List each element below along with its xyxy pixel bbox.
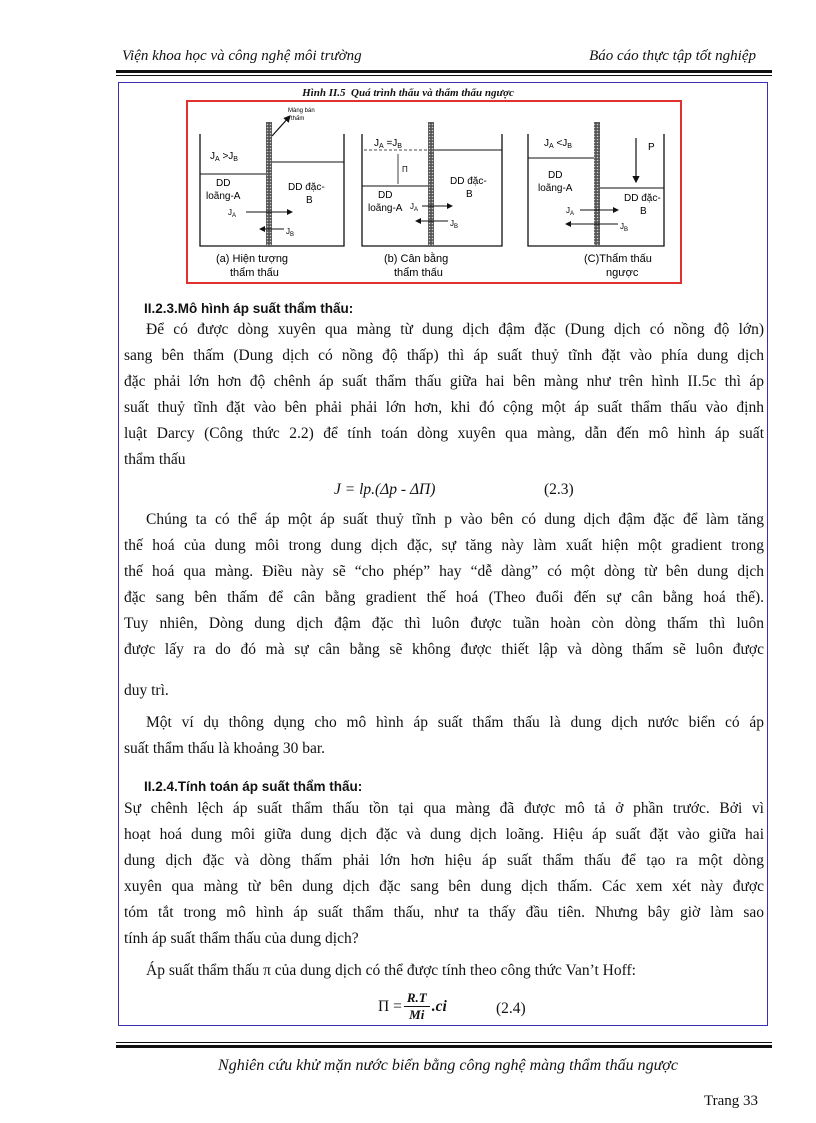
page-number: Trang 33 xyxy=(703,1093,758,1109)
panel-c-jb-label: $J_B$ xyxy=(620,222,629,233)
membrane-a xyxy=(266,122,272,246)
text-line: tính áp suất thẩm thấu của dung dịch? xyxy=(124,930,359,947)
text-line: đặc sang bên thấm để cân bằng gradient thế hoá (Theo đuổi đến sự cân bằng hoá thế). xyxy=(124,589,764,606)
formula-2-3: J = lp.(Δp - ΔΠ) xyxy=(334,481,436,498)
section-heading-osmotic-calc: II.2.4.Tính toán áp suất thẩm thấu: xyxy=(144,779,363,794)
formula-2-4-number: (2.4) xyxy=(496,1000,526,1017)
membrane-c xyxy=(594,122,600,246)
section-1-paragraph-3 xyxy=(124,710,764,762)
text-line: tóm tắt trong mô hình áp suất thẩm thấu, như ta thấy đầu tiên. Nhưng bây giờ làm sao xyxy=(124,904,764,921)
text-line: thẩm thấu xyxy=(124,451,186,468)
text-line: suất thẩm thấu là khoảng 30 bar. xyxy=(124,740,326,757)
panel-a-caption-2: thẩm thấu xyxy=(230,267,279,279)
formula-2-4-fraction xyxy=(404,990,430,1023)
text-line: Để có được dòng xuyên qua màng từ dung dịch đậm đặc (Dung dịch có nồng độ lớn) xyxy=(146,321,764,338)
panel-c-dilute-2: loãng-A xyxy=(538,183,573,194)
panel-a-dilute-2: loãng-A xyxy=(206,191,241,202)
text-line: xuyên qua màng từ bên dung dịch đặc sang bên dung dịch thấm. Các xem xét này được xyxy=(124,878,764,895)
membrane-label-2: thấm xyxy=(291,116,305,122)
panel-b-dilute-2: loãng-A xyxy=(368,203,403,214)
formula-2-4 xyxy=(378,990,447,1023)
panel-a-conc-1: DD đặc- xyxy=(288,182,325,193)
figure-caption xyxy=(0,87,816,99)
formula-2-3-number: (2.3) xyxy=(544,481,574,498)
panel-c-conc-1: DD đặc- xyxy=(624,193,661,204)
panel-b-conc-2: B xyxy=(466,189,473,200)
header-report-title: Báo cáo thực tập tốt nghiệp xyxy=(589,48,756,64)
membrane-b xyxy=(428,122,434,246)
panel-c-ja-label: $J_A$ xyxy=(566,206,575,217)
figure-caption-label: Hình II.5 xyxy=(302,87,346,99)
text-line: duy trì. xyxy=(124,682,169,699)
panel-b-jb-label: $J_B$ xyxy=(450,219,459,230)
panel-c-flux-relation: $J_A <J_B$ xyxy=(544,138,572,150)
header-rule-thick xyxy=(116,70,772,73)
panel-a-ja-label: $J_A$ xyxy=(228,208,237,219)
text-line: suất thuỷ tĩnh đặt vào bên phải phải lớn hơn, khi đó cộng một áp suất thẩm thấu vào định xyxy=(124,399,764,416)
panel-a-jb-label: $J_B$ xyxy=(286,227,295,238)
osmosis-diagram xyxy=(188,102,680,282)
panel-a-dilute-1: DD xyxy=(216,178,231,189)
footer-rule-thick xyxy=(116,1045,772,1048)
panel-b-flux-relation: $J_A =J_B$ xyxy=(374,138,402,150)
text-line: Tuy nhiên, Dòng dung dịch đậm đặc thì luôn được tuần hoàn còn dòng thấm thì luôn xyxy=(124,615,764,632)
header-rule-thin xyxy=(116,75,772,76)
footer-rule-thin xyxy=(116,1042,772,1043)
section-2-paragraph-2 xyxy=(124,958,764,984)
section-1-paragraph-2-tail xyxy=(124,678,764,704)
panel-b-caption-2: thẩm thấu xyxy=(394,267,443,279)
osmosis-figure xyxy=(186,100,682,284)
section-2-paragraph-1 xyxy=(124,796,764,952)
panel-c-caption-1: (C)Thẩm thấu xyxy=(584,253,652,265)
panel-a-flux-relation: $J_A >J_B$ xyxy=(210,151,238,163)
panel-b-conc-1: DD đặc- xyxy=(450,176,487,187)
section-heading-osmotic-model: II.2.3.Mô hình áp suất thẩm thấu: xyxy=(144,301,354,316)
panel-equilibrium xyxy=(362,122,502,279)
panel-c-conc-2: B xyxy=(640,206,647,217)
text-line: Chúng ta có thể áp một áp suất thuỷ tĩnh p vào bên có dung dịch đậm đặc để làm tăng xyxy=(146,511,764,528)
membrane-label-1: Màng bán xyxy=(288,108,315,114)
text-line: Sự chênh lệch áp suất thẩm thấu tồn tại qua màng đã được mô tả ở phần trước. Bởi vì xyxy=(124,800,764,817)
panel-b-ja-label: $J_A$ xyxy=(410,202,419,213)
panel-osmosis xyxy=(200,108,344,279)
formula-2-4-denominator: Mi xyxy=(409,1007,425,1022)
text-line: thế hoá của dung môi trong dung dịch đặc, sự tăng này làm xuất hiện một gradient trong xyxy=(124,537,764,554)
text-line: đặc phải lớn hơn độ chênh áp suất thẩm thấu giữa hai bên màng như trên hình II.5c thì áp xyxy=(124,373,764,390)
panel-a-conc-2: B xyxy=(306,195,313,206)
formula-2-4-rhs: .ci xyxy=(431,997,447,1015)
panel-b-caption-1: (b) Cân bằng xyxy=(384,253,449,265)
text-line: dung dịch đặc và dòng thấm phải lớn hơn hiệu áp suất thẩm thấu để tạo ra một dòng xyxy=(124,852,764,869)
panel-c-pressure-label: P xyxy=(648,142,655,153)
text-line: thế hoá qua màng. Điều này sẽ “cho phép” hay “dễ dàng” có một dòng từ bên dung dịch xyxy=(124,563,764,580)
text-line: sang bên thấm (Dung dịch có nồng độ thấp) thì áp suất thuỷ tĩnh đặt vào phía dung dịch xyxy=(124,347,764,364)
panel-reverse-osmosis xyxy=(528,122,664,279)
section-1-paragraph-1 xyxy=(124,317,764,473)
text-line: Áp suất thẩm thấu π của dung dịch có thể được tính theo công thức Van’t Hoff: xyxy=(146,962,636,979)
panel-b-pi-label: Π xyxy=(402,165,408,174)
panel-b-dilute-1: DD xyxy=(378,190,393,201)
text-line: được lấy ra do đó mà sự cân bằng sẽ không được thiết lập và dòng thấm sẽ luôn được xyxy=(124,641,764,658)
header-institute: Viện khoa học và công nghệ môi trường xyxy=(122,48,362,64)
panel-a-caption-1: (a) Hiện tượng xyxy=(216,253,289,265)
panel-c-dilute-1: DD xyxy=(548,170,563,181)
panel-c-caption-2: ngược xyxy=(606,267,639,279)
figure-caption-text: Quá trình thấu và thẩm thấu ngược xyxy=(351,87,514,99)
formula-2-4-lhs: Π = xyxy=(378,997,402,1015)
formula-2-4-numerator: R.T xyxy=(404,990,430,1007)
text-line: hoạt hoá dung môi giữa dung dịch đặc và dung dịch loãng. Hiệu áp suất đặt vào giữa hai xyxy=(124,826,764,843)
footer-thesis-title: Nghiên cứu khử mặn nước biển bằng công nghệ màng thẩm thấu ngược xyxy=(218,1057,678,1074)
section-1-paragraph-2 xyxy=(124,507,764,663)
text-line: luật Darcy (Công thức 2.2) để tính toán dòng xuyên qua màng, dẫn đến mô hình áp suất xyxy=(124,425,764,442)
text-line: Một ví dụ thông dụng cho mô hình áp suất thẩm thấu là dung dịch nước biển có áp xyxy=(146,714,764,731)
